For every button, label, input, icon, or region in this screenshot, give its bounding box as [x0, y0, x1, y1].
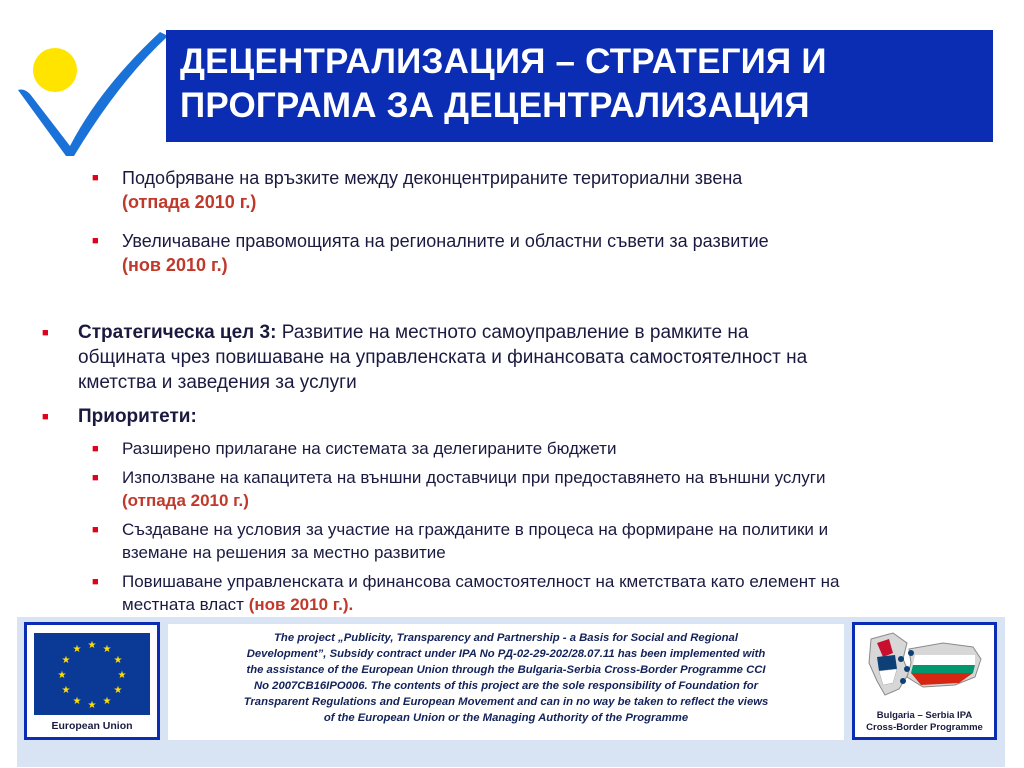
status-note: (отпада 2010 г.) — [122, 192, 257, 212]
page-title-line2: ПРОГРАМА ЗА ДЕЦЕНТРАЛИЗАЦИЯ — [180, 86, 810, 125]
svg-text:★: ★ — [102, 644, 112, 655]
svg-text:★: ★ — [87, 700, 97, 711]
svg-text:★: ★ — [117, 670, 127, 681]
svg-text:★: ★ — [72, 644, 82, 655]
checkmark-sun-icon — [10, 28, 170, 158]
bullet-text-line2: местната власт — [122, 595, 244, 614]
svg-text:★: ★ — [87, 640, 97, 651]
bullet-text: Разширено прилагане на системата за делегираните бюджети — [122, 439, 617, 458]
disclaimer-line: No 2007CB16IPO006. The contents of this project are the sole responsibility of Foundation for — [253, 680, 759, 692]
goal-label: Стратегическа цел 3: — [78, 322, 277, 343]
bulgaria-serbia-map-icon — [863, 629, 987, 709]
goal-text-line3: кметства и заведения за услуги — [78, 372, 357, 393]
eu-logo-box — [24, 622, 160, 740]
bullet-marker: ■ — [92, 576, 99, 588]
programme-logo-box — [852, 622, 997, 740]
programme-label — [855, 710, 994, 734]
svg-text:★: ★ — [102, 696, 112, 707]
status-note: (нов 2010 г.). — [248, 595, 354, 614]
priorities-label: Приоритети: — [78, 406, 197, 427]
bullet-text-line1: Повишаване управленската и финансова самостоятелност на кметствата като елемент на — [122, 572, 840, 591]
eu-label: European Union — [51, 720, 133, 732]
disclaimer-line: The project „Publicity, Transparency and Partnership - a Basis for Social and Regional — [274, 632, 738, 644]
status-note: (отпада 2010 г.) — [122, 491, 249, 510]
bullet-text: Увеличаване правомощията на регионалните и областни съвети за развитие — [122, 231, 769, 251]
programme-label-line2: Cross-Border Programme — [866, 722, 983, 733]
eu-flag-icon — [34, 633, 150, 715]
disclaimer-line: the assistance of the European Union through the Bulgaria-Serbia Cross-Border Programme CCI — [246, 664, 766, 676]
bullet-marker: ■ — [92, 524, 99, 536]
goal-text-line2: общината чрез повишаване на управленската и финансовата самостоятелност на — [78, 347, 808, 368]
bullet-marker: ■ — [92, 443, 99, 455]
bullet-marker: ■ — [42, 411, 49, 423]
programme-label-line1: Bulgaria – Serbia IPA — [876, 710, 973, 721]
bullet-text: Подобряване на връзките между деконцентрираните териториални звена — [122, 168, 743, 188]
bullet-text-line2: вземане на решения за местно развитие — [122, 543, 446, 562]
disclaimer-line: Transparent Regulations and European Movement and can in no way be taken to reflect the views — [243, 696, 769, 708]
svg-text:★: ★ — [61, 685, 71, 696]
bullet-marker: ■ — [92, 472, 99, 484]
page-title-line1: ДЕЦЕНТРАЛИЗАЦИЯ – СТРАТЕГИЯ И — [180, 42, 827, 81]
disclaimer-line: Development”, Subsidy contract under IPA No РД-02-29-202/28.07.11 has been implemented with — [246, 648, 766, 660]
bullet-text-line1: Създаване на условия за участие на гражданите в процеса на формиране на политики и — [122, 520, 829, 539]
svg-text:★: ★ — [61, 655, 71, 666]
title-banner — [166, 30, 993, 142]
disclaimer-line: of the European Union or the Managing Authority of the Programme — [323, 712, 689, 724]
svg-text:★: ★ — [57, 670, 67, 681]
bullet-text: Използване на капацитета на външни доставчици при предоставянето на външни услуги — [122, 468, 826, 487]
status-note: (нов 2010 г.) — [122, 255, 228, 275]
bullet-marker: ■ — [92, 172, 99, 184]
bullet-marker: ■ — [42, 327, 49, 339]
svg-text:★: ★ — [72, 696, 82, 707]
goal-text-line1: Развитие на местното самоуправление в рамките на — [281, 322, 749, 343]
bullet-marker: ■ — [92, 235, 99, 247]
disclaimer-text — [168, 624, 844, 740]
svg-text:★: ★ — [113, 655, 123, 666]
svg-text:★: ★ — [113, 685, 123, 696]
